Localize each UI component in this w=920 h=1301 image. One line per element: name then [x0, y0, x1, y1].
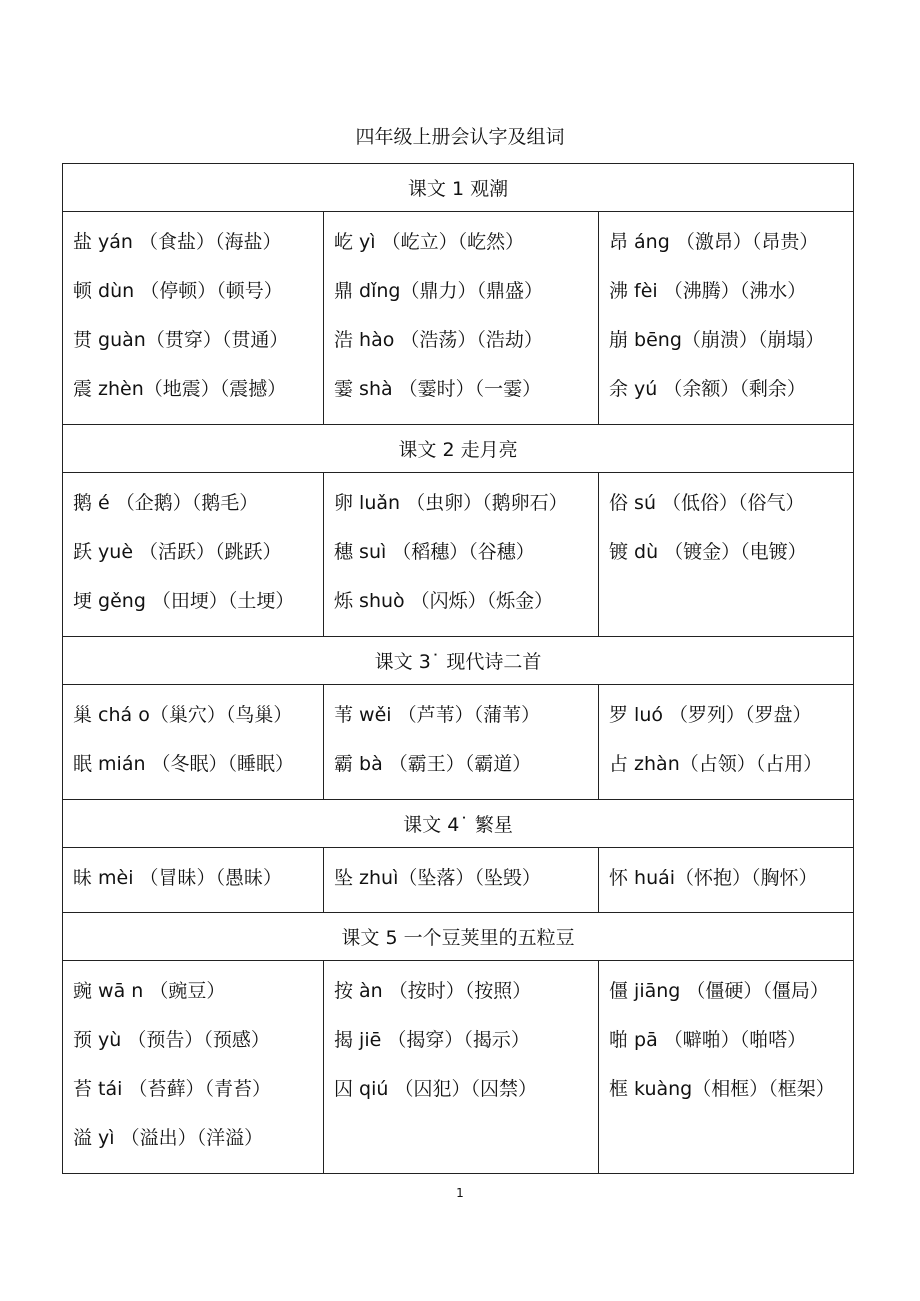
- lesson-header: 课文 3˙ 现代诗二首: [63, 637, 854, 685]
- lesson-header-row: [63, 637, 854, 685]
- lesson-header: 课文 1 观潮: [63, 164, 854, 212]
- lesson-header-row: [63, 913, 854, 961]
- lesson-header: 课文 4˙ 繁星: [63, 800, 854, 848]
- character-entry: 预 yù （预告）（预感）: [73, 1029, 270, 1051]
- character-entry: 震 zhèn（地震）（震撼）: [73, 378, 287, 400]
- word-column: [63, 685, 324, 800]
- character-entry: 囚 qiú （囚犯）（囚禁）: [334, 1078, 537, 1100]
- character-entry: 顿 dùn （停顿）（顿号）: [73, 280, 283, 302]
- character-entry: 框 kuàng（相框）（框架）: [609, 1078, 835, 1100]
- word-column: [599, 685, 854, 800]
- lesson-header-row: [63, 425, 854, 473]
- lesson-body-row: [63, 473, 854, 637]
- character-entry: 啪 pā （噼啪）（啪嗒）: [609, 1029, 807, 1051]
- lesson-header-row: [63, 164, 854, 212]
- word-column: [324, 212, 599, 425]
- lesson-body-row: [63, 961, 854, 1174]
- word-column: [599, 848, 854, 913]
- character-entry: 盐 yán （食盐）（海盐）: [73, 231, 282, 253]
- character-entry: 鼎 dǐng（鼎力）（鼎盛）: [334, 280, 543, 302]
- lesson-body-row: [63, 212, 854, 425]
- character-entry: 卵 luǎn （虫卵）（鹅卵石）: [334, 492, 568, 514]
- character-entry: 溢 yì （溢出）（洋溢）: [73, 1127, 264, 1149]
- word-column: [324, 685, 599, 800]
- lesson-body-row: [63, 685, 854, 800]
- character-entry: 僵 jiāng （僵硬）（僵局）: [609, 980, 829, 1002]
- word-column: [324, 848, 599, 913]
- word-column: [324, 961, 599, 1174]
- character-entry: 镀 dù （镀金）（电镀）: [609, 541, 807, 563]
- character-entry: 崩 bēng（崩溃）（崩塌）: [609, 329, 825, 351]
- word-column: [63, 848, 324, 913]
- character-entry: 屹 yì （屹立）（屹然）: [334, 231, 525, 253]
- word-column: [63, 473, 324, 637]
- character-entry: 穗 suì （稻穗）（谷穗）: [334, 541, 535, 563]
- character-entry: 埂 gěng （田埂）（土埂）: [73, 590, 295, 612]
- character-entry: 鹅 é （企鹅）（鹅毛）: [73, 492, 259, 514]
- character-entry: 昧 mèi （冒昧）（愚昧）: [73, 867, 283, 889]
- character-entry: 苔 tái （苔藓）（青苔）: [73, 1078, 271, 1100]
- word-column: [599, 212, 854, 425]
- character-entry: 揭 jiē （揭穿）（揭示）: [334, 1029, 530, 1051]
- word-column: [599, 473, 854, 637]
- word-column: [324, 473, 599, 637]
- character-entry: 苇 wěi （芦苇）（蒲苇）: [334, 704, 541, 726]
- page-title: 四年级上册会认字及组词: [355, 126, 565, 148]
- character-entry: 浩 hào （浩荡）（浩劫）: [334, 329, 543, 351]
- vocabulary-table: [62, 163, 854, 1174]
- character-entry: 霎 shà （霎时）（一霎）: [334, 378, 542, 400]
- character-entry: 怀 huái（怀抱）（胸怀）: [609, 867, 818, 889]
- lesson-header: 课文 5 一个豆荚里的五粒豆: [63, 913, 854, 961]
- character-entry: 坠 zhuì（坠落）（坠毁）: [334, 867, 541, 889]
- character-entry: 罗 luó （罗列）（罗盘）: [609, 704, 812, 726]
- character-entry: 俗 sú （低俗）（俗气）: [609, 492, 805, 514]
- character-entry: 占 zhàn（占领）（占用）: [609, 753, 823, 775]
- character-entry: 昂 áng （激昂）（昂贵）: [609, 231, 819, 253]
- character-entry: 巢 chá o（巢穴）（鸟巢）: [73, 704, 293, 726]
- character-entry: 烁 shuò （闪烁）（烁金）: [334, 590, 554, 612]
- lesson-body-row: [63, 848, 854, 913]
- page-number: 1: [456, 1186, 464, 1200]
- character-entry: 眠 mián （冬眠）（睡眠）: [73, 753, 295, 775]
- character-entry: 跃 yuè （活跃）（跳跃）: [73, 541, 282, 563]
- lesson-header: 课文 2 走月亮: [63, 425, 854, 473]
- character-entry: 豌 wā n （豌豆）: [73, 980, 226, 1002]
- character-entry: 沸 fèi （沸腾）（沸水）: [609, 280, 807, 302]
- character-entry: 余 yú （余额）（剩余）: [609, 378, 806, 400]
- character-entry: 霸 bà （霸王）（霸道）: [334, 753, 532, 775]
- lesson-header-row: [63, 800, 854, 848]
- word-column: [63, 961, 324, 1174]
- word-column: [599, 961, 854, 1174]
- character-entry: 贯 guàn（贯穿）（贯通）: [73, 329, 289, 351]
- word-column: [63, 212, 324, 425]
- character-entry: 按 àn （按时）（按照）: [334, 980, 532, 1002]
